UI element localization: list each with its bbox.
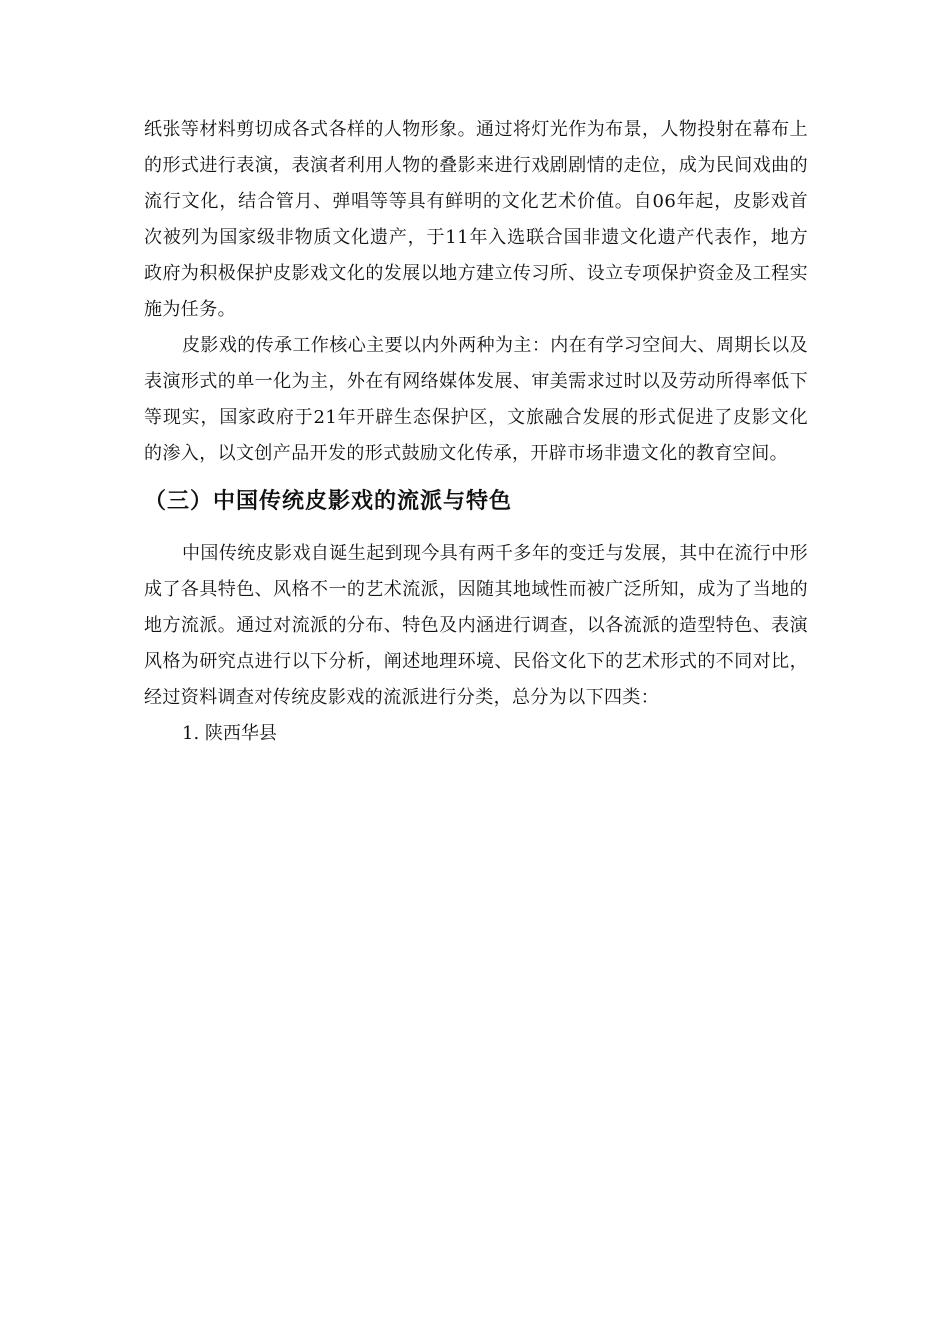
section-heading: （三）中国传统皮影戏的流派与特色	[144, 489, 513, 514]
paragraph-continuation: 纸张等材料剪切成各式各样的人物形象。通过将灯光作为布景，人物投射在幕布上的形式进行表演，表演者利用人物的叠影来进行戏剧剧情的走位，成为民间戏曲的流行文化，结合管月、弹唱等等具有鲜明的文化艺术价值。自06年起，皮影戏首次被列为国家级非物质文化遗产，于11年入选联合国非遗文化遗产代表作，地方政府为积极保护皮影戏文化的发展以地方建立传习所、设立专项保护资金及工程实施为任务。	[144, 119, 808, 320]
paragraph-inheritance: 皮影戏的传承工作核心主要以内外两种为主：内在有学习空间大、周期长以及表演形式的单一化为主，外在有网络媒体发展、审美需求过时以及劳动所得率低下等现实，国家政府于21年开辟生态保护区，文旅融合发展的形式促进了皮影文化的渗入，以文创产品开发的形式鼓励文化传承，开辟市场非遗文化的教育空间。	[144, 335, 808, 464]
document-body	[144, 112, 808, 752]
paragraph-schools-intro: 中国传统皮影戏自诞生起到现今具有两千多年的变迁与发展，其中在流行中形成了各具特色、风格不一的艺术流派，因随其地域性而被广泛所知，成为了当地的地方流派。通过对流派的分布、特色及内涵进行调查，以各流派的造型特色、表演风格为研究点进行以下分析，阐述地理环境、民俗文化下的艺术形式的不同对比，经过资料调查对传统皮影戏的流派进行分类，总分为以下四类：	[144, 543, 808, 708]
list-item-shaanxi-huaxian: 1. 陕西华县	[182, 723, 277, 744]
